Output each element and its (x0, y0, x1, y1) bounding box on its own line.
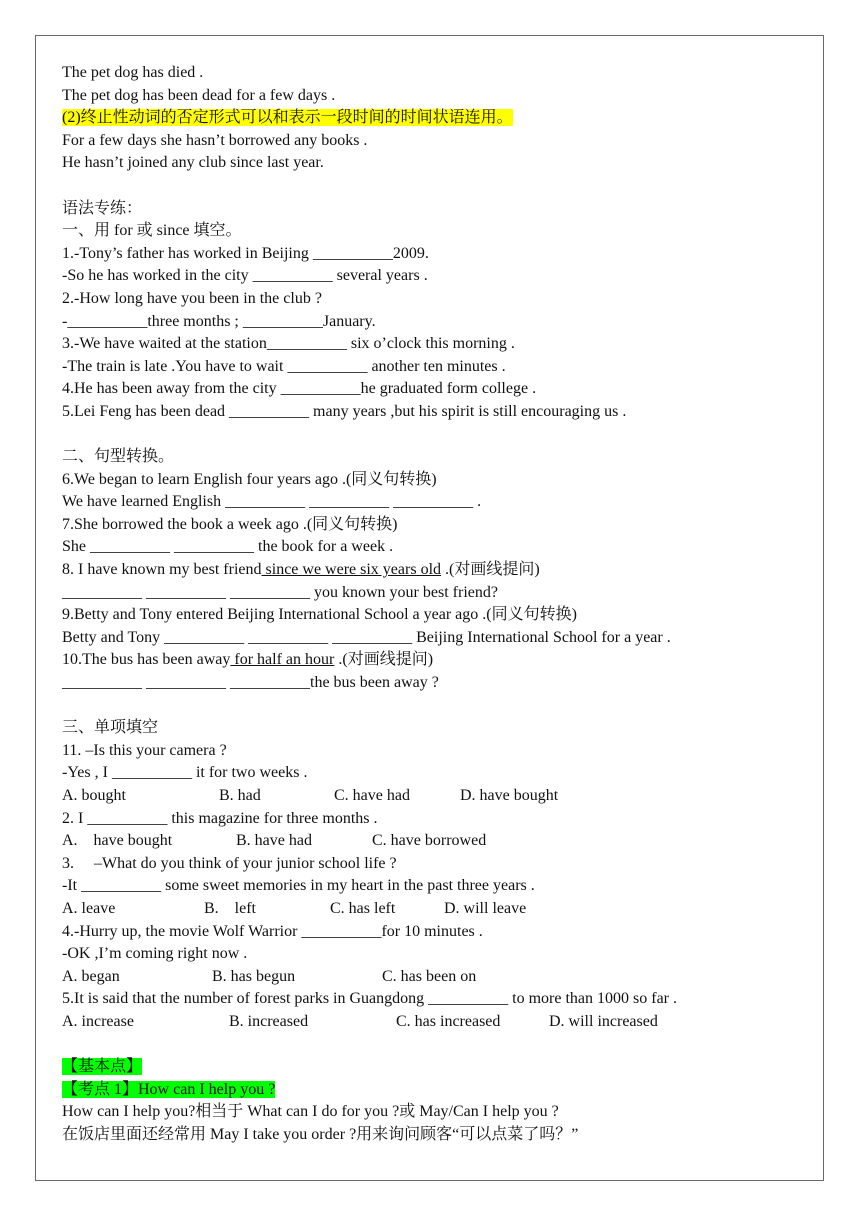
answer-options (62, 898, 802, 921)
section-heading: 一、用 for 或 since 填空。 (62, 222, 242, 240)
question-line: 11. –Is this your camera ? (62, 741, 227, 759)
question-line: We have learned English __________ __________ __________ . (62, 493, 482, 511)
question-line: 10.The bus has been away for half an hour .(对画线提问) (62, 651, 434, 669)
option: B. has begun (212, 967, 296, 985)
option: C. has left (330, 899, 396, 917)
question-line: -The train is late .You have to wait __________ another ten minutes . (62, 357, 506, 375)
question-line: 6.We began to learn English four years ago .(同义句转换) (62, 470, 437, 488)
option: D. have bought (460, 787, 559, 804)
answer-options (62, 966, 802, 989)
question-line: 4.-Hurry up, the movie Wolf Warrior __________for 10 minutes . (62, 922, 483, 940)
question-line: 9.Betty and Tony entered Beijing International School a year ago .(同义句转换) (62, 606, 577, 624)
option: A. bought (62, 787, 126, 804)
question-line: 3. –What do you think of your junior school life ? (62, 854, 397, 872)
option: A. have bought (62, 832, 173, 850)
option: A. began (62, 967, 120, 985)
exam-point-heading: 【考点 1】How can I help you ? (62, 1080, 276, 1098)
text-line: 在饭店里面还经常用 May I take you order ?用来询问顾客“可以点菜了吗？” (62, 1125, 579, 1143)
question-line: -So he has worked in the city __________ several years . (62, 267, 428, 285)
question-line: 5.Lei Feng has been dead __________ many years ,but his spirit is still encouraging us . (62, 402, 627, 420)
option: C. has been on (382, 967, 477, 985)
text-line: He hasn’t joined any club since last year. (62, 154, 324, 172)
question-line: 7.She borrowed the book a week ago .(同义句转换) (62, 515, 398, 533)
section-heading: 三、单项填空 (62, 719, 159, 737)
text-line: The pet dog has been dead for a few days . (62, 86, 336, 104)
option: A. increase (62, 1012, 134, 1030)
option: C. have borrowed (372, 832, 487, 850)
key-point-heading: 【基本点】 (62, 1058, 143, 1076)
question-line: 8. I have known my best friend since we were six years old .(对画线提问) (62, 561, 540, 579)
text-line: The pet dog has died . (62, 64, 204, 81)
underlined-phrase: for half an hour (230, 651, 335, 669)
option: B. had (219, 787, 261, 804)
underlined-phrase: since we were six years old (261, 561, 442, 579)
option: A. leave (62, 899, 116, 917)
question-line: 5.It is said that the number of forest parks in Guangdong __________ to more than 1000 so far . (62, 990, 677, 1008)
option: C. have had (334, 787, 410, 804)
answer-options (62, 785, 802, 808)
question-line: She __________ __________ the book for a week . (62, 538, 394, 556)
option: D. will leave (444, 899, 527, 917)
section-heading: 二、句型转换。 (62, 448, 175, 466)
question-line: 4.He has been away from the city __________he graduated form college . (62, 380, 537, 398)
section-title: 语法专练： (62, 199, 143, 217)
question-line: __________ __________ __________the bus been away ? (62, 674, 439, 692)
question-line: 1.-Tony’s father has worked in Beijing __________2009. (62, 244, 429, 262)
text-line: For a few days she hasn’t borrowed any books . (62, 131, 368, 149)
document-body (62, 62, 802, 1147)
answer-options (62, 830, 802, 853)
question-line: __________ __________ __________ you known your best friend? (62, 583, 498, 601)
option: C. has increased (396, 1012, 501, 1030)
question-line: -It __________ some sweet memories in my heart in the past three years . (62, 877, 535, 895)
question-line: -OK ,I’m coming right now . (62, 945, 248, 963)
option: B. left (204, 899, 256, 917)
question-line: 3.-We have waited at the station__________ six o’clock this morning . (62, 335, 515, 353)
question-line: -Yes , I __________ it for two weeks . (62, 764, 308, 782)
option: B. have had (236, 832, 312, 850)
question-line: -__________three months ; __________January. (62, 312, 376, 330)
question-line: Betty and Tony __________ __________ __________ Beijing International School for a year . (62, 628, 671, 646)
text-line: How can I help you?相当于 What can I do for you ?或 May/Can I help you ? (62, 1103, 559, 1121)
question-line: 2.-How long have you been in the club ? (62, 289, 322, 307)
highlighted-note: (2)终止性动词的否定形式可以和表示一段时间的时间状语连用。 (62, 109, 513, 127)
option: B. increased (229, 1012, 309, 1030)
option: D. will increased (549, 1012, 658, 1030)
answer-options (62, 1011, 802, 1034)
question-line: 2. I __________ this magazine for three months . (62, 809, 378, 827)
